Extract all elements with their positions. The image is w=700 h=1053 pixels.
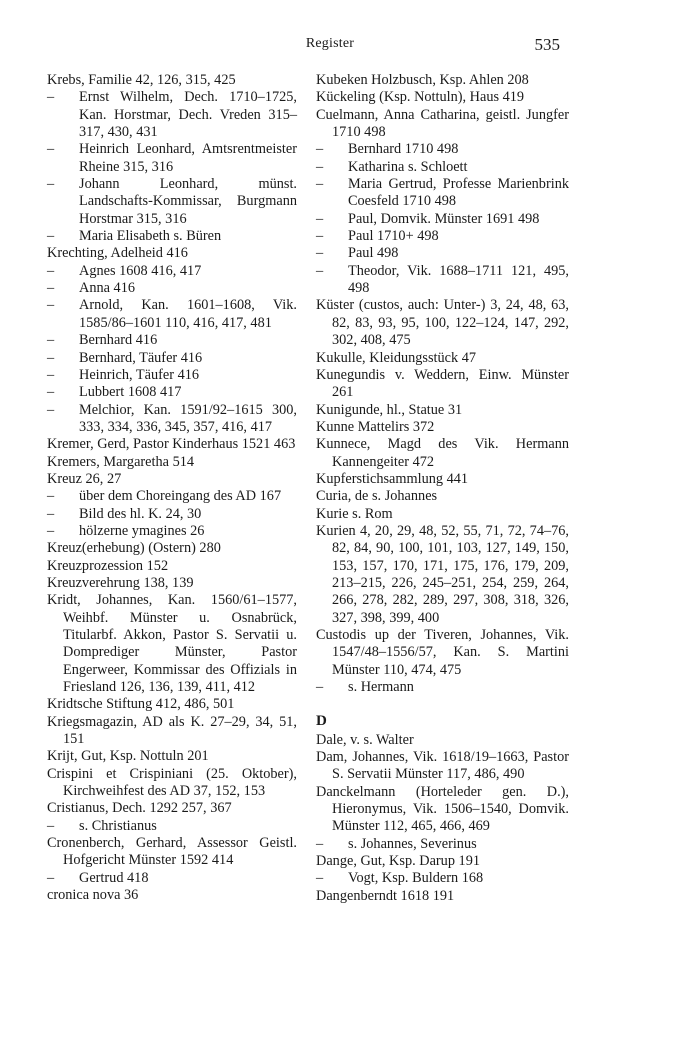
page-number: 535 bbox=[534, 35, 560, 54]
index-subentry: – Heinrich, Täufer 416 bbox=[47, 367, 297, 384]
index-subentry: – Bernhard, Täufer 416 bbox=[47, 350, 297, 367]
index-entry: Kriegsmagazin, AD als K. 27–29, 34, 51, 151 bbox=[47, 713, 297, 748]
index-entry: Kupferstichsammlung 441 bbox=[316, 470, 469, 487]
index-subentry: – Ernst Wilhelm, Dech. 1710–1725, Kan. Horstmar, Dech. Vreden 315–317, 430, 431 bbox=[47, 89, 297, 141]
index-subentry: – Bernhard 1710 498 bbox=[316, 141, 569, 158]
index-subentry: – Melchior, Kan. 1591/92–1615 300, 333, 334, 336, 345, 357, 416, 417 bbox=[47, 402, 297, 437]
index-entry: Kreuzverehrung 138, 139 bbox=[47, 574, 194, 591]
index-subentry: – Bernhard 416 bbox=[47, 332, 297, 349]
index-entry: Küster (custos, auch: Unter-) 3, 24, 48, 63, 82, 83, 93, 95, 100, 122–124, 147, 292, 302, 408, 475 bbox=[316, 297, 569, 349]
index-entry: Kurien 4, 20, 29, 48, 52, 55, 71, 72, 74–76, 82, 84, 90, 100, 101, 103, 127, 149, 150, 153, 157, 170, 171, 175, 176, 179, 209, 213–215, 226, 245–251, 254, 259, 264, 266, 278, 282, 289, 297, 308, 318, 326, 327, 398, 399, 400 bbox=[316, 522, 569, 626]
index-entry: Kridtsche Stiftung 412, 486, 501 bbox=[47, 696, 235, 713]
index-subentry: – Agnes 1608 416, 417 bbox=[47, 263, 297, 280]
index-entry: Kurie s. Rom bbox=[316, 505, 393, 522]
index-entry: Dangenberndt 1618 191 bbox=[316, 887, 455, 904]
index-entry: Cuelmann, Anna Catharina, geistl. Jungfer 1710 498 bbox=[316, 106, 569, 141]
index-subentry: – Maria Gertrud, Professe Marienbrink Coesfeld 1710 498 bbox=[316, 176, 569, 211]
index-subentry: – Paul, Domvik. Münster 1691 498 bbox=[316, 211, 569, 228]
index-subentry: – Arnold, Kan. 1601–1608, Vik. 1585/86–1601 110, 416, 417, 481 bbox=[47, 297, 297, 332]
index-subentry: – Maria Elisabeth s. Büren bbox=[47, 228, 297, 245]
index-subentry: – Heinrich Leonhard, Amtsrentmeister Rheine 315, 316 bbox=[47, 141, 297, 176]
index-subentry: – s. Hermann bbox=[316, 679, 569, 696]
index-entry: Custodis up der Tiveren, Johannes, Vik. 1547/48–1556/57, Kan. S. Martini Münster 110, 474, 475 bbox=[316, 627, 569, 678]
index-column-left bbox=[47, 72, 297, 905]
index-subentry: – über dem Choreingang des AD 167 bbox=[47, 488, 297, 505]
index-subentry: – Theodor, Vik. 1688–1711 121, 495, 498 bbox=[316, 263, 569, 298]
index-entry: Krijt, Gut, Ksp. Nottuln 201 bbox=[47, 748, 209, 765]
index-subentry: – Gertrud 418 bbox=[47, 870, 297, 887]
index-subentry: – Johann Leonhard, münst. Landschafts-Kommissar, Burgmann Horstmar 315, 316 bbox=[47, 176, 297, 228]
index-entry: Kunegundis v. Weddern, Einw. Münster 261 bbox=[316, 366, 569, 401]
index-entry: Kunne Mattelirs 372 bbox=[316, 418, 435, 435]
index-subentry: – Vogt, Ksp. Buldern 168 bbox=[316, 870, 569, 887]
index-entry: Krebs, Familie 42, 126, 315, 425 bbox=[47, 72, 236, 88]
index-entry: cronica nova 36 bbox=[47, 887, 139, 904]
index-subentry: – s. Johannes, Severinus bbox=[316, 836, 569, 853]
index-subentry: – Paul 498 bbox=[316, 245, 569, 262]
index-entry: Kückeling (Ksp. Nottuln), Haus 419 bbox=[316, 89, 525, 106]
index-entry: Kridt, Johannes, Kan. 1560/61–1577, Weihbf. Münster u. Osnabrück, Titularbf. Akkon, Pastor S. Servatii u. Domprediger Münster, Pastor Engerweer, Kommissar des Offizials in Friesland 126, 136, 139, 411, 412 bbox=[47, 592, 297, 696]
index-entry: Crispini et Crispiniani (25. Oktober), Kirchweihfest des AD 37, 152, 153 bbox=[47, 765, 297, 800]
index-entry: Cronenberch, Gerhard, Assessor Geistl. Hofgericht Münster 1592 414 bbox=[47, 835, 297, 869]
index-subentry: – Lubbert 1608 417 bbox=[47, 384, 297, 401]
index-entry: Kreuz(erhebung) (Ostern) 280 bbox=[47, 540, 221, 557]
index-entry: Curia, de s. Johannes bbox=[316, 488, 438, 505]
index-entry: Kunigunde, hl., Statue 31 bbox=[316, 401, 463, 418]
index-subentry: – Katharina s. Schloett bbox=[316, 159, 569, 176]
index-entry: Dange, Gut, Ksp. Darup 191 bbox=[316, 853, 480, 870]
section-letter: D bbox=[316, 713, 327, 730]
index-entry: Kubeken Holzbusch, Ksp. Ahlen 208 bbox=[316, 72, 529, 88]
index-entry: Cristianus, Dech. 1292 257, 367 bbox=[47, 800, 232, 817]
index-entry: Dale, v. s. Walter bbox=[316, 731, 414, 748]
index-subentry: – Paul 1710+ 498 bbox=[316, 228, 569, 245]
index-entry: Dam, Johannes, Vik. 1618/19–1663, Pastor S. Servatii Münster 117, 486, 490 bbox=[316, 749, 569, 783]
index-subentry: – Bild des hl. K. 24, 30 bbox=[47, 506, 297, 523]
index-column-right bbox=[316, 72, 569, 905]
running-head: Register bbox=[305, 36, 355, 51]
index-entry: Krechting, Adelheid 416 bbox=[47, 245, 188, 262]
index-entry: Danckelmann (Horteleder gen. D.), Hieronymus, Vik. 1506–1540, Domvik. Münster 112, 465, 466, 469 bbox=[316, 783, 569, 835]
index-entry: Kremers, Margaretha 514 bbox=[47, 453, 195, 470]
index-entry: Kreuzprozession 152 bbox=[47, 557, 169, 574]
index-subentry: – s. Christianus bbox=[47, 818, 297, 835]
index-subentry: – Anna 416 bbox=[47, 280, 297, 297]
index-entry: Kukulle, Kleidungsstück 47 bbox=[316, 349, 477, 366]
index-entry: Kunnece, Magd des Vik. Hermann Kannengeiter 472 bbox=[316, 436, 569, 470]
index-subentry: – hölzerne ymagines 26 bbox=[47, 523, 297, 540]
index-entry: Kremer, Gerd, Pastor Kinderhaus 1521 463 bbox=[47, 436, 296, 453]
index-entry: Kreuz 26, 27 bbox=[47, 470, 122, 487]
